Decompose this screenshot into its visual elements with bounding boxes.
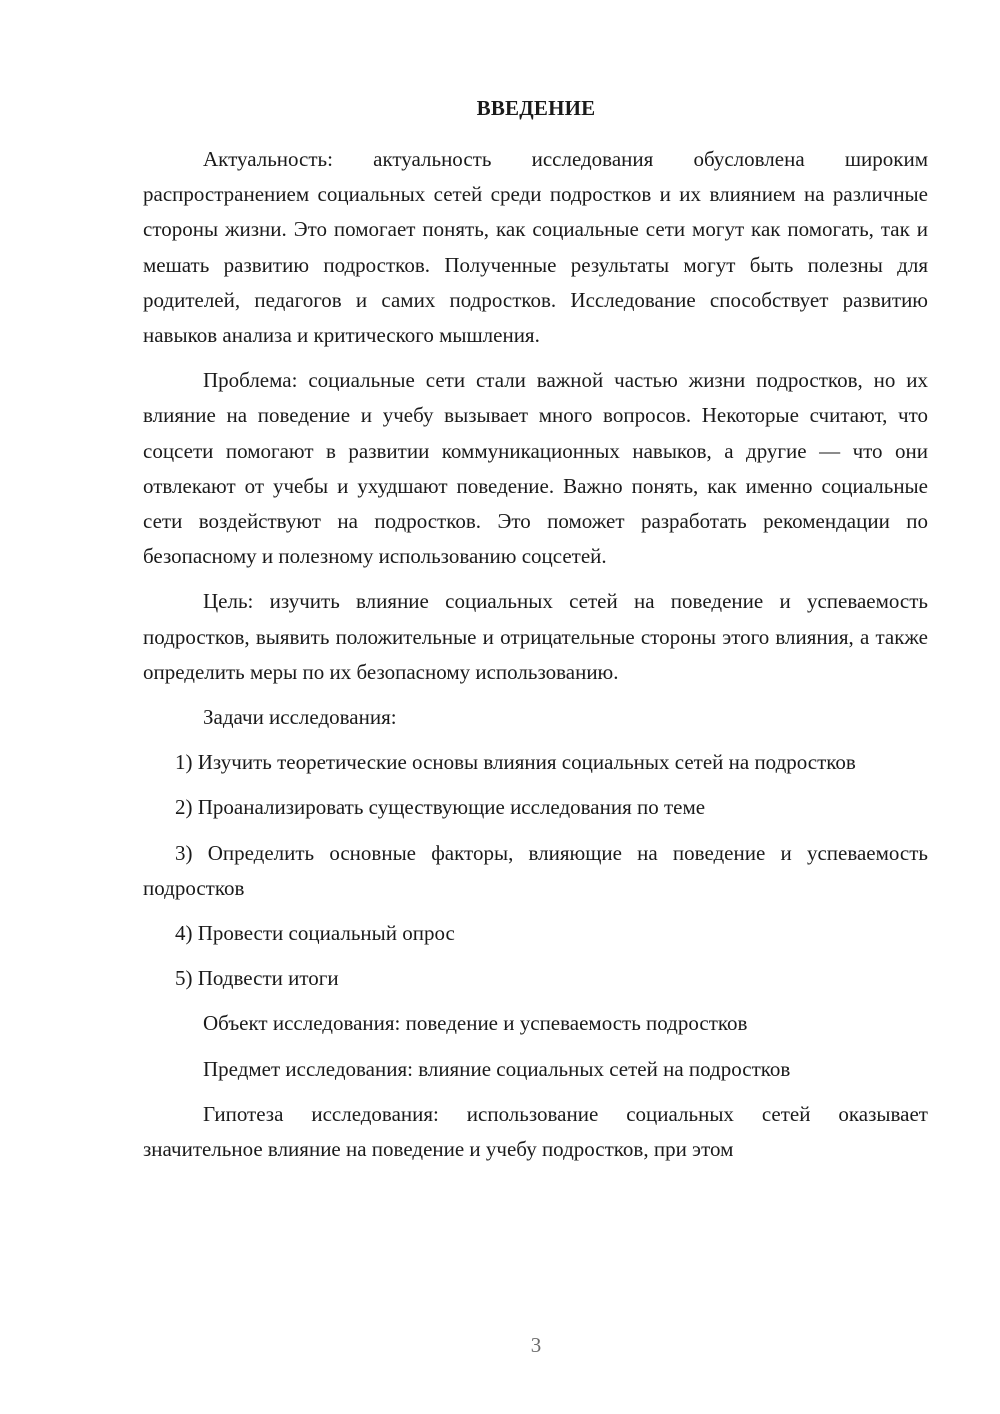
page-number: 3: [530, 1333, 542, 1357]
paragraph-object: Объект исследования: поведение и успеваемость подростков: [203, 1011, 748, 1036]
task-item-4: 4) Провести социальный опрос: [175, 921, 455, 946]
paragraph-relevance: Актуальность: актуальность исследования обусловлена широким распространением социальных сетей среди подростков и их влиянием на различные стороны жизни. Это помогает понять, как социальные сети могут как помогать, так и мешать развитию подростков. Полученные результаты могут быть полезны для родителей, педагогов и самих подростков. Исследование способствует развитию навыков анализа и критического мышления.: [143, 147, 928, 348]
paragraph-tasks-heading: Задачи исследования:: [203, 705, 397, 730]
task-item-1: 1) Изучить теоретические основы влияния социальных сетей на подростков: [175, 750, 856, 775]
paragraph-problem: Проблема: социальные сети стали важной частью жизни подростков, но их влияние на поведение и учебу вызывает много вопросов. Некоторые считают, что соцсети помогают в развитии коммуникационных навыков, а другие — что они отвлекают от учебы и ухудшают поведение. Важно понять, как именно социальные сети воздействуют на подростков. Это поможет разработать рекомендации по безопасному и полезному использованию соцсетей.: [143, 368, 928, 569]
paragraph-subject: Предмет исследования: влияние социальных сетей на подростков: [203, 1056, 791, 1081]
paragraph-hypothesis: Гипотеза исследования: использование социальных сетей оказывает значительное влияние на поведение и учебу подростков, при этом: [143, 1101, 928, 1162]
task-item-3: 3) Определить основные факторы, влияющие на поведение и успеваемость подростков: [143, 840, 928, 900]
paragraph-goal: Цель: изучить влияние социальных сетей на поведение и успеваемость подростков, выявить положительные и отрицательные стороны этого влияния, а также определить меры по их безопасному использованию.: [143, 589, 928, 684]
task-item-5: 5) Подвести итоги: [175, 966, 339, 991]
section-heading: ВВЕДЕНИЕ: [476, 96, 596, 120]
task-item-2: 2) Проанализировать существующие исследования по теме: [175, 795, 706, 820]
body-text: [143, 142, 928, 1177]
